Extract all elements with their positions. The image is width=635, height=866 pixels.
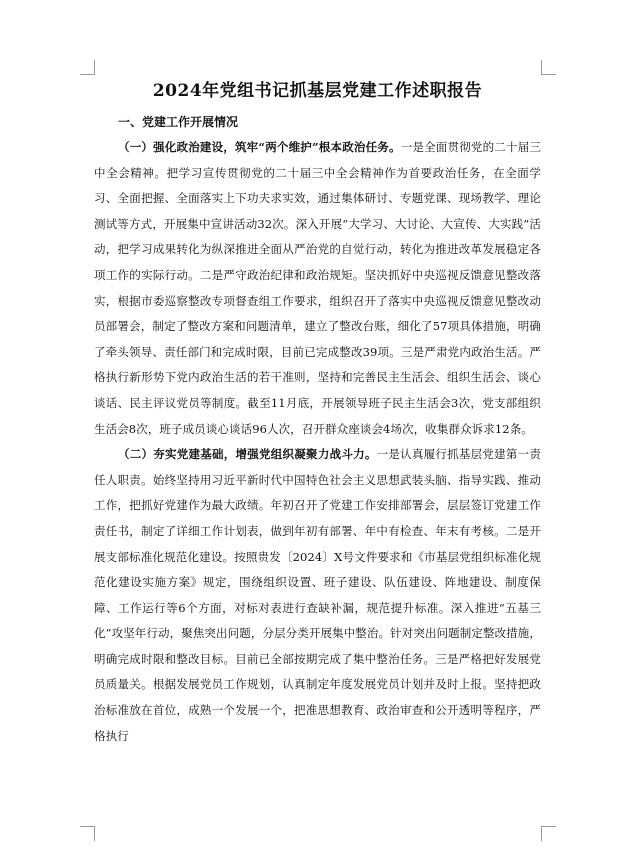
document-page (94, 78, 541, 749)
paragraph-1-lead: （一）强化政治建设，筑牢“两个维护”根本政治任务。 (118, 140, 401, 154)
crop-mark-bottom-left (80, 826, 95, 841)
paragraph-1-body: 一是全面贯彻党的二十届三中全会精神。把学习宣传贯彻党的二十届三中全会精神作为首要政治任务，在全面学习、全面把握、全面落实上下功夫求实效，通过集体研讨、专题党课、现场教学、理论测试等方式，开展集中宣讲活动32次。深入开展“大学习、大讨论、大宣传、大实践”活动，把学习成果转化为纵深推进全面从严治党的自觉行动，转化为推进改革发展稳定各项工作的实际行动。二是严守政治纪律和政治规矩。坚决抓好中央巡视反馈意见整改落实，根据市委巡察整改专项督查组工作要求，组织召开了落实中央巡视反馈意见整改动员部署会，制定了整改方案和问题清单，建立了整改台账，细化了57项具体措施，明确了牵头领导、责任部门和完成时限，目前已完成整改39项。三是严肃党内政治生活。严格执行新形势下党内政治生活的若干准则，坚持和完善民主生活会、组织生活会、谈心谈话、民主评议党员等制度。截至11月底，开展领导班子民主生活会3次，党支部组织生活会8次，班子成员谈心谈话96人次，召开群众座谈会4场次，收集群众诉求12条。 (94, 140, 541, 436)
crop-mark-top-right (541, 60, 556, 75)
crop-mark-bottom-right (541, 826, 556, 841)
paragraph-2-body: 一是认真履行抓基层党建第一责任人职责。始终坚持用习近平新时代中国特色社会主义思想武装头脑、指导实践、推动工作，把抓好党建作为最大政绩。年初召开了党建工作安排部署会，层层签订党建工作责任书，制定了详细工作计划表，做到年初有部署、年中有检查、年末有考核。二是开展支部标准化规范化建设。按照贵发〔2024〕X号文件要求和《市基层党组织标准化规范化建设实施方案》规定，围绕组织设置、班子建设、队伍建设、阵地建设、制度保障、工作运行等6个方面，对标对表进行查缺补漏，规范提升标准。深入推进“五基三化”攻坚年行动，聚焦突出问题，分层分类开展集中整治。针对突出问题制定整改措施，明确完成时限和整改目标。目前已全部按期完成了集中整治任务。三是严格把好发展党员质量关。根据发展党员工作规划，认真制定年度发展党员计划并及时上报。坚持把政治标准放在首位，成熟一个发展一个，把准思想教育、政治审查和公开透明等程序，严格执行 (94, 447, 541, 743)
paragraph-2-lead: （二）夯实党建基础，增强党组织凝聚力战斗力。 (118, 447, 377, 462)
paragraph-1 (94, 135, 541, 442)
paragraph-2 (94, 442, 541, 749)
crop-mark-top-left (80, 60, 95, 75)
document-title: 2024年党组书记抓基层党建工作述职报告 (152, 81, 483, 101)
section-heading: 一、党建工作开展情况 (118, 115, 239, 129)
